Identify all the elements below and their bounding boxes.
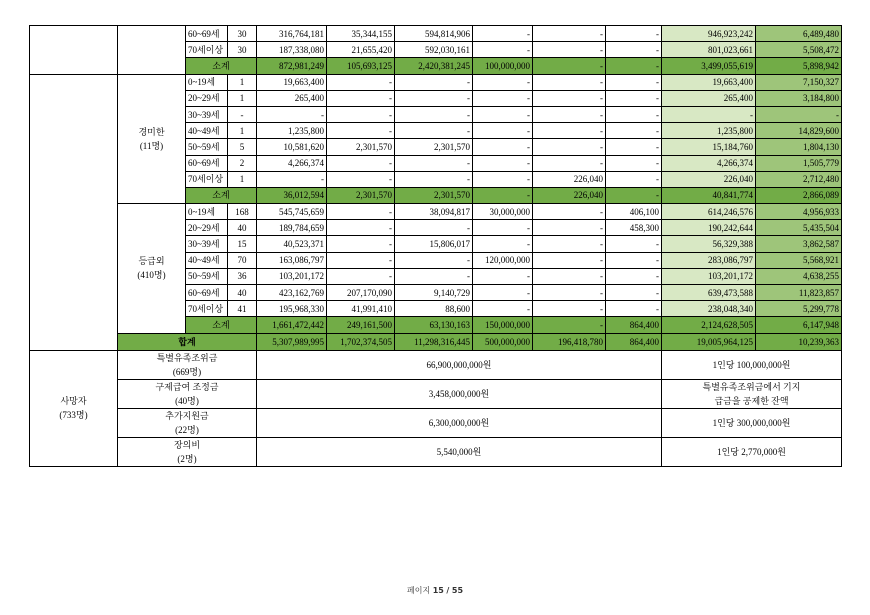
age-cell: 70세이상 [186,171,228,187]
total-cell: 3,499,055,619 [662,58,756,74]
amount-cell: - [533,123,606,139]
amount-cell: - [395,268,473,284]
amount-cell: - [533,252,606,268]
amount-cell: - [533,106,606,122]
age-cell: 30~39세 [186,236,228,252]
subtotal-label: 소계 [186,187,257,203]
amount-cell: - [473,236,533,252]
amount-cell: - [533,74,606,90]
amount-cell: 100,000,000 [473,58,533,74]
amount-cell: 864,400 [606,317,662,333]
death-note-line: 1인당 2,770,000원 [717,446,786,457]
average-cell: 4,956,933 [756,204,842,220]
average-cell: 7,150,327 [756,74,842,90]
amount-cell: - [395,90,473,106]
average-cell: 5,898,942 [756,58,842,74]
amount-cell: - [606,268,662,284]
amount-cell: 2,420,381,245 [395,58,473,74]
amount-cell: - [606,155,662,171]
amount-cell: 10,581,620 [257,139,327,155]
average-cell: 5,508,472 [756,42,842,58]
amount-cell: 19,663,400 [257,74,327,90]
age-cell: 70세이상 [186,301,228,317]
age-cell: 60~69세 [186,285,228,301]
death-item-count: (669명) [172,366,202,377]
amount-cell: 4,266,374 [257,155,327,171]
subtotal-label: 소계 [186,317,257,333]
amount-cell: - [606,187,662,203]
total-cell: 238,048,340 [662,301,756,317]
group-name: 등급외 [138,256,165,267]
age-cell: 40~49세 [186,123,228,139]
count-cell: 5 [228,139,257,155]
count-cell: 36 [228,268,257,284]
amount-cell: 864,400 [606,333,662,350]
count-cell: 1 [228,90,257,106]
age-cell: 40~49세 [186,252,228,268]
amount-cell: - [606,74,662,90]
amount-cell: - [327,171,395,187]
amount-cell: - [606,171,662,187]
age-cell: 30~39세 [186,106,228,122]
amount-cell: 872,981,249 [257,58,327,74]
footer-total-pages: 55 [451,586,464,595]
group-count: (410명) [137,270,166,281]
death-group-count: (733명) [59,410,88,421]
footer-sep: / [446,586,450,595]
amount-cell: 15,806,017 [395,236,473,252]
count-cell: 30 [228,42,257,58]
count-cell: 1 [228,123,257,139]
amount-cell: 592,030,161 [395,42,473,58]
amount-cell: 40,523,371 [257,236,327,252]
amount-cell: 30,000,000 [473,204,533,220]
amount-cell: 423,162,769 [257,285,327,301]
compensation-table [29,25,842,467]
grand-total-label: 합계 [118,333,257,350]
amount-cell: 2,301,570 [327,139,395,155]
count-cell: 30 [228,26,257,42]
age-cell: 60~69세 [186,155,228,171]
amount-cell: 63,130,163 [395,317,473,333]
amount-cell: - [327,252,395,268]
total-cell: 56,329,388 [662,236,756,252]
amount-cell: - [327,204,395,220]
amount-cell: - [533,236,606,252]
total-cell: 226,040 [662,171,756,187]
amount-cell: - [606,285,662,301]
amount-cell: - [533,204,606,220]
amount-cell: 150,000,000 [473,317,533,333]
total-cell: 614,246,576 [662,204,756,220]
total-cell: 4,266,374 [662,155,756,171]
average-cell: 2,866,089 [756,187,842,203]
total-cell: 801,023,661 [662,42,756,58]
death-note-cell [662,408,842,437]
subtotal-label: 소계 [186,58,257,74]
amount-cell: 36,012,594 [257,187,327,203]
total-cell: 2,124,628,505 [662,317,756,333]
average-cell: - [756,106,842,122]
amount-cell: - [473,155,533,171]
count-cell: - [228,106,257,122]
total-cell: 265,400 [662,90,756,106]
amount-cell: 5,307,989,995 [257,333,327,350]
age-cell: 20~29세 [186,90,228,106]
total-cell: - [662,106,756,122]
amount-cell: 120,000,000 [473,252,533,268]
death-row [30,379,842,408]
group-cell-continued [118,26,186,75]
count-cell: 40 [228,220,257,236]
amount-cell: - [606,139,662,155]
death-row [30,437,842,466]
category-cell-blank [30,26,118,75]
amount-cell: 226,040 [533,187,606,203]
amount-cell: - [395,74,473,90]
total-cell: 19,005,964,125 [662,333,756,350]
amount-cell: - [327,90,395,106]
death-item-label: 구제급여 조정금 [155,381,219,392]
amount-cell: 189,784,659 [257,220,327,236]
amount-cell: - [533,90,606,106]
amount-cell: - [473,220,533,236]
death-item-label: 장의비 [173,439,201,450]
death-item-label-cell [118,350,257,379]
grand-total-row [30,333,842,350]
amount-cell: - [473,171,533,187]
death-group-name: 사망자 [60,396,87,407]
average-cell: 3,184,800 [756,90,842,106]
total-cell: 40,841,774 [662,187,756,203]
amount-cell: - [533,317,606,333]
death-item-label: 추가지원금 [165,410,209,421]
amount-cell: - [533,42,606,58]
amount-cell: - [473,42,533,58]
amount-cell: 594,814,906 [395,26,473,42]
amount-cell: - [533,285,606,301]
death-item-label-cell [118,408,257,437]
amount-cell: 500,000,000 [473,333,533,350]
amount-cell: 265,400 [257,90,327,106]
average-cell: 6,489,480 [756,26,842,42]
amount-cell: 1,702,374,505 [327,333,395,350]
amount-cell: - [473,74,533,90]
amount-cell: - [473,139,533,155]
death-item-label-cell [118,437,257,466]
table-row [30,26,842,42]
death-item-count: (2명) [177,453,197,464]
amount-cell: - [395,155,473,171]
count-cell: 1 [228,74,257,90]
total-cell: 19,663,400 [662,74,756,90]
amount-cell: - [473,106,533,122]
amount-cell: 458,300 [606,220,662,236]
count-cell: 1 [228,171,257,187]
death-note-cell [662,437,842,466]
amount-cell: - [473,26,533,42]
average-cell: 4,638,255 [756,268,842,284]
age-cell: 20~29세 [186,220,228,236]
total-cell: 15,184,760 [662,139,756,155]
amount-cell: - [533,58,606,74]
amount-cell: 545,745,659 [257,204,327,220]
average-cell: 11,823,857 [756,285,842,301]
page-footer [0,585,870,596]
age-cell: 0~19세 [186,204,228,220]
count-cell: 40 [228,285,257,301]
total-cell: 946,923,242 [662,26,756,42]
death-amount-cell: 3,458,000,000원 [257,379,662,408]
amount-cell: - [533,220,606,236]
amount-cell: 1,661,472,442 [257,317,327,333]
footer-prefix: 페이지 [406,586,431,595]
amount-cell: 163,086,797 [257,252,327,268]
count-cell: 70 [228,252,257,268]
amount-cell: - [327,74,395,90]
amount-cell: - [533,26,606,42]
total-cell: 639,473,588 [662,285,756,301]
death-item-label-cell [118,379,257,408]
average-cell: 5,568,921 [756,252,842,268]
amount-cell: 41,991,410 [327,301,395,317]
amount-cell: 196,418,780 [533,333,606,350]
average-cell: 6,147,948 [756,317,842,333]
amount-cell: 1,235,800 [257,123,327,139]
category-cell-blank [30,74,118,350]
amount-cell: - [473,90,533,106]
average-cell: 14,829,600 [756,123,842,139]
average-cell: 2,712,480 [756,171,842,187]
amount-cell: - [257,171,327,187]
age-cell: 60~69세 [186,26,228,42]
average-cell: 1,804,130 [756,139,842,155]
amount-cell: - [606,26,662,42]
amount-cell: 2,301,570 [395,139,473,155]
amount-cell: - [473,268,533,284]
amount-cell: 207,170,090 [327,285,395,301]
amount-cell: - [606,90,662,106]
age-cell: 70세이상 [186,42,228,58]
amount-cell: 38,094,817 [395,204,473,220]
amount-cell: 406,100 [606,204,662,220]
death-amount-cell: 5,540,000원 [257,437,662,466]
total-cell: 103,201,172 [662,268,756,284]
amount-cell: 2,301,570 [395,187,473,203]
death-row [30,350,842,379]
count-cell: 2 [228,155,257,171]
age-cell: 50~59세 [186,139,228,155]
amount-cell: 105,693,125 [327,58,395,74]
amount-cell: - [606,106,662,122]
average-cell: 5,299,778 [756,301,842,317]
amount-cell: 35,344,155 [327,26,395,42]
group-name: 경미한 [138,126,165,137]
amount-cell: - [327,268,395,284]
amount-cell: - [606,301,662,317]
amount-cell: - [327,106,395,122]
table-row [30,204,842,220]
footer-current-page: 15 [432,586,444,595]
amount-cell: - [327,123,395,139]
amount-cell: - [395,220,473,236]
amount-cell: - [533,301,606,317]
death-group-cell [30,350,118,466]
amount-cell: - [606,123,662,139]
total-cell: 190,242,644 [662,220,756,236]
amount-cell: 226,040 [533,171,606,187]
death-item-count: (22명) [175,424,199,435]
death-item-count: (40명) [175,395,199,406]
death-row [30,408,842,437]
death-note-cell [662,379,842,408]
amount-cell: - [257,106,327,122]
average-cell: 5,435,504 [756,220,842,236]
table-row [30,74,842,90]
group-name-cell [118,204,186,334]
amount-cell: - [395,171,473,187]
amount-cell: - [606,58,662,74]
amount-cell: - [473,187,533,203]
average-cell: 1,505,779 [756,155,842,171]
amount-cell: - [395,252,473,268]
amount-cell: 11,298,316,445 [395,333,473,350]
amount-cell: - [533,139,606,155]
death-amount-cell: 66,900,000,000원 [257,350,662,379]
count-cell: 15 [228,236,257,252]
death-note-line: 1인당 100,000,000원 [712,359,791,370]
amount-cell: 21,655,420 [327,42,395,58]
group-count: (11명) [139,140,164,151]
amount-cell: 9,140,729 [395,285,473,301]
amount-cell: - [606,252,662,268]
age-cell: 0~19세 [186,74,228,90]
amount-cell: - [395,106,473,122]
amount-cell: - [606,42,662,58]
group-name-cell [118,74,186,204]
amount-cell: - [473,123,533,139]
amount-cell: - [395,123,473,139]
amount-cell: - [533,268,606,284]
amount-cell: - [606,236,662,252]
total-cell: 1,235,800 [662,123,756,139]
count-cell: 41 [228,301,257,317]
death-amount-cell: 6,300,000,000원 [257,408,662,437]
death-note-line: 급금을 공제한 잔액 [714,395,789,406]
amount-cell: 187,338,080 [257,42,327,58]
average-cell: 3,862,587 [756,236,842,252]
amount-cell: - [473,285,533,301]
amount-cell: 2,301,570 [327,187,395,203]
death-item-label: 특별유족조위금 [156,352,218,363]
amount-cell: - [327,220,395,236]
amount-cell: 249,161,500 [327,317,395,333]
age-cell: 50~59세 [186,268,228,284]
amount-cell: - [327,155,395,171]
amount-cell: 195,968,330 [257,301,327,317]
amount-cell: - [327,236,395,252]
amount-cell: 88,600 [395,301,473,317]
count-cell: 168 [228,204,257,220]
average-cell: 10,239,363 [756,333,842,350]
death-note-cell [662,350,842,379]
total-cell: 283,086,797 [662,252,756,268]
amount-cell: 103,201,172 [257,268,327,284]
amount-cell: - [533,155,606,171]
death-note-line: 특별유족조위금에서 기지 [702,381,801,392]
amount-cell: 316,764,181 [257,26,327,42]
death-note-line: 1인당 300,000,000원 [712,417,791,428]
amount-cell: - [473,301,533,317]
